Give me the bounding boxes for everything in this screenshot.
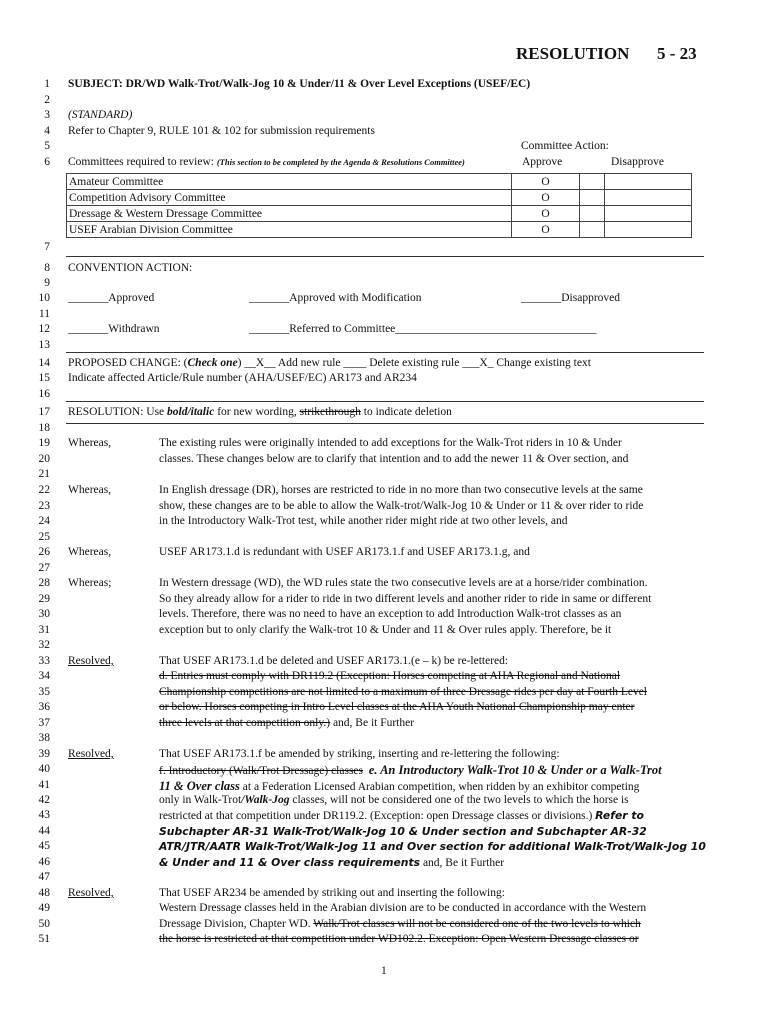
check-cell [580,222,605,238]
whereas-text: In Western dressage (WD), the WD rules state the two consecutive levels are at a horse/rider combination. [159,577,648,589]
approve-cell: O [512,174,580,190]
line-number: 20 [38,453,50,465]
resolution-note [68,406,452,418]
note-bold-italic: bold/italic [167,406,215,418]
committee-action-label: Committee Action: [521,140,609,152]
line-number: 32 [38,639,50,651]
disapprove-cell [605,222,692,238]
deleted-text: or below. Horses competing in Intro Level classes at the AHA Youth National Championship may enter [159,701,635,713]
convention-referred: _______Referred to Committee___________________________________ [249,323,597,335]
committee-table [66,173,692,238]
resolved-text-part: classes, will not be considered one of the two levels to which the horse is [289,794,629,806]
disapprove-header: Disapprove [611,156,665,168]
committee-row [67,190,692,206]
deleted-text: three levels at that competition only.) [159,717,331,729]
proposed-change [68,357,591,369]
proposed-options: ) __X__ Add new rule ____ Delete existing rule ___X_ Change existing text [237,357,591,369]
resolved-text: That USEF AR173.1.f be amended by striking, inserting and re-lettering the following: [159,748,560,760]
line-number: 37 [38,717,50,729]
line-number: 30 [38,608,50,620]
convention-title: CONVENTION ACTION: [68,262,193,274]
line-number: 47 [38,871,50,883]
line-number: 49 [38,902,50,914]
whereas-text: classes. These changes below are to clarify that intention and to add the newer 11 & Over section, and [159,453,629,465]
deleted-text: f. Introductory (Walk/Trot Dressage) classes [159,765,364,777]
new-text: e. An Introductory Walk-Trot 10 & Under or a Walk-Trot [368,763,662,777]
resolution-title: RESOLUTION [516,44,630,63]
deleted-text-line [159,701,634,713]
convention-disapproved: _______Disapproved [521,292,621,304]
line-number: 39 [38,748,50,760]
new-text: 11 & Over class [159,779,240,793]
convention-withdrawn: _______Withdrawn [68,323,160,335]
refer-line: Refer to Chapter 9, RULE 101 & 102 for submission requirements [68,125,375,137]
line-number: 16 [38,388,50,400]
approve-cell: O [512,206,580,222]
new-text: ATR/JTR/AATR Walk-Trot/Walk-Jog 11 and Over section for additional Walk-Trot/Walk-Jog 10 [159,840,706,853]
divider [66,401,704,402]
approve-cell: O [512,222,580,238]
new-text: Refer to [595,809,644,822]
line-number: 12 [38,323,50,335]
committee-row [67,222,692,238]
check-cell [580,206,605,222]
line-number: 27 [38,562,50,574]
convention-approved: _______Approved [68,292,155,304]
line-number: 33 [38,655,50,667]
line-number: 11 [38,308,50,320]
whereas-text: So they already allow for a rider to ride in two different levels and another rider to ride in same or different [159,593,652,605]
line-number: 13 [38,339,50,351]
resolved-text: That USEF AR234 be amended by striking out and inserting the following: [159,887,505,899]
committee-row [67,174,692,190]
resolved-text [159,809,644,822]
committees-required-label: Committees required to review: [68,156,214,168]
whereas-label: Whereas, [68,484,112,496]
disapprove-cell [605,206,692,222]
resolved-text [159,779,639,794]
resolved-text [159,918,641,930]
committee-row [67,206,692,222]
whereas-text: in the Introductory Walk-Trot test, while another rider might ride at two other levels, and [159,515,568,527]
resolved-text [159,717,414,729]
affected-rules: Indicate affected Article/Rule number (AHA/USEF/EC) AR173 and AR234 [68,372,417,384]
note-text: RESOLUTION: Use [68,406,168,418]
line-number: 34 [38,670,50,682]
resolved-label: Resolved, [68,748,114,760]
resolved-text-part: only in Walk-Trot [159,794,242,806]
line-number: 46 [38,856,50,868]
note-text: for new wording, [214,406,300,418]
line-number: 36 [38,701,50,713]
line-number: 22 [38,484,50,496]
committee-name: Dressage & Western Dressage Committee [67,206,512,222]
whereas-text: In English dressage (DR), horses are restricted to ride in no more than two consecutive levels at the same [159,484,643,496]
new-text: & Under and 11 & Over class requirements [159,856,421,869]
line-number: 3 [44,109,50,121]
line-number: 38 [38,732,50,744]
whereas-label: Whereas, [68,546,112,558]
line-number: 7 [44,241,50,253]
line-number: 25 [38,531,50,543]
check-one: Check one [187,357,238,369]
check-cell [580,174,605,190]
note-text: to indicate deletion [360,406,452,418]
resolved-text-part: and, Be it Further [420,857,505,869]
line-number: 17 [38,406,50,418]
whereas-text: USEF AR173.1.d is redundant with USEF AR173.1.f and USEF AR173.1.g, and [159,546,530,558]
note-strikethrough: strikethrough [299,406,361,418]
deleted-text: the horse is restricted at that competition under WD102.2. Exception: Open Western Dressage classes or [159,933,639,945]
line-number: 19 [38,437,50,449]
whereas-text: The existing rules were originally intended to add exceptions for the Walk-Trot riders in 10 & Under [159,437,622,449]
resolved-text [159,763,662,778]
disapprove-cell [605,190,692,206]
line-number: 40 [38,763,50,775]
new-text: /Walk-Jog [241,794,290,806]
line-number: 21 [38,468,50,480]
committee-name: Amateur Committee [67,174,512,190]
whereas-text: levels. Therefore, there was no need to have an exception to add Introduction Walk-trot classes as an [159,608,622,620]
whereas-label: Whereas; [68,577,112,589]
resolved-text-rest: and, Be it Further [330,717,415,729]
resolved-label: Resolved, [68,655,114,667]
committees-required [68,156,465,168]
line-number: 42 [38,794,50,806]
line-number: 44 [38,825,50,837]
new-text: Subchapter AR-31 Walk-Trot/Walk-Jog 10 & Under section and Subchapter AR-32 [159,825,647,838]
deleted-text: d. Entries must comply with DR119.2 (Exception: Horses competing at AHA Regional and National [159,670,621,682]
whereas-text: show, these changes are to be able to allow the Walk-trot/Walk-Jog 10 & Under or 11 & over rider to ride [159,500,644,512]
resolved-text-part: restricted at that competition under DR119.2. (Exception: open Dressage classes or divisions.) [159,810,596,822]
line-number: 18 [38,422,50,434]
line-number: 45 [38,840,50,852]
resolved-label: Resolved, [68,887,114,899]
line-number: 2 [44,94,50,106]
line-number: 50 [38,918,50,930]
resolution-number: 5 - 23 [657,44,697,63]
divider [66,352,704,353]
deleted-text: Walk/Trot classes will not be considered one of the two levels to which [313,918,641,930]
line-number: 10 [38,292,50,304]
line-number: 31 [38,624,50,636]
line-number: 23 [38,500,50,512]
divider [66,423,704,424]
line-number: 9 [44,277,50,289]
deleted-text: Championship competitions are not limited to a maximum of three Dressage rides per day at Fourth Level [159,686,647,698]
whereas-text: exception but to only clarify the Walk-trot 10 & Under and 11 & Over rules apply. Therefore, be it [159,624,612,636]
line-number: 26 [38,546,50,558]
committees-note: (This section to be completed by the Agenda & Resolutions Committee) [216,157,465,167]
approve-header: Approve [522,156,563,168]
line-number: 29 [38,593,50,605]
resolved-text: That USEF AR173.1.d be deleted and USEF AR173.1.(e – k) be re-lettered: [159,655,509,667]
line-number: 35 [38,686,50,698]
resolved-text [159,856,504,869]
line-number: 1 [44,78,50,90]
line-number: 6 [44,156,50,168]
resolved-text-part: Dressage Division, Chapter WD. [159,918,314,930]
subject-line: SUBJECT: DR/WD Walk-Trot/Walk-Jog 10 & Under/11 & Over Level Exceptions (USEF/EC) [68,78,531,90]
line-number: 14 [38,357,50,369]
committee-name: USEF Arabian Division Committee [67,222,512,238]
line-number: 5 [44,140,50,152]
committee-name: Competition Advisory Committee [67,190,512,206]
line-number: 48 [38,887,50,899]
standard-label: (STANDARD) [68,109,133,121]
approve-cell: O [512,190,580,206]
line-number: 41 [38,779,50,791]
line-number: 15 [38,372,50,384]
resolved-text: Western Dressage classes held in the Arabian division are to be conducted in accordance with the Western [159,902,647,914]
resolved-text [159,794,629,806]
resolved-text-rest: at a Federation Licensed Arabian competition, when ridden by an exhibitor competing [239,781,640,793]
divider [66,256,704,257]
line-number: 24 [38,515,50,527]
check-cell [580,190,605,206]
line-number: 43 [38,809,50,821]
whereas-label: Whereas, [68,437,112,449]
line-number: 28 [38,577,50,589]
line-number: 4 [44,125,50,137]
line-number: 51 [38,933,50,945]
proposed-label: PROPOSED CHANGE: ( [68,357,188,369]
disapprove-cell [605,174,692,190]
page-number: 1 [381,965,387,977]
line-number: 8 [44,262,50,274]
convention-approved-mod: _______Approved with Modification [249,292,422,304]
